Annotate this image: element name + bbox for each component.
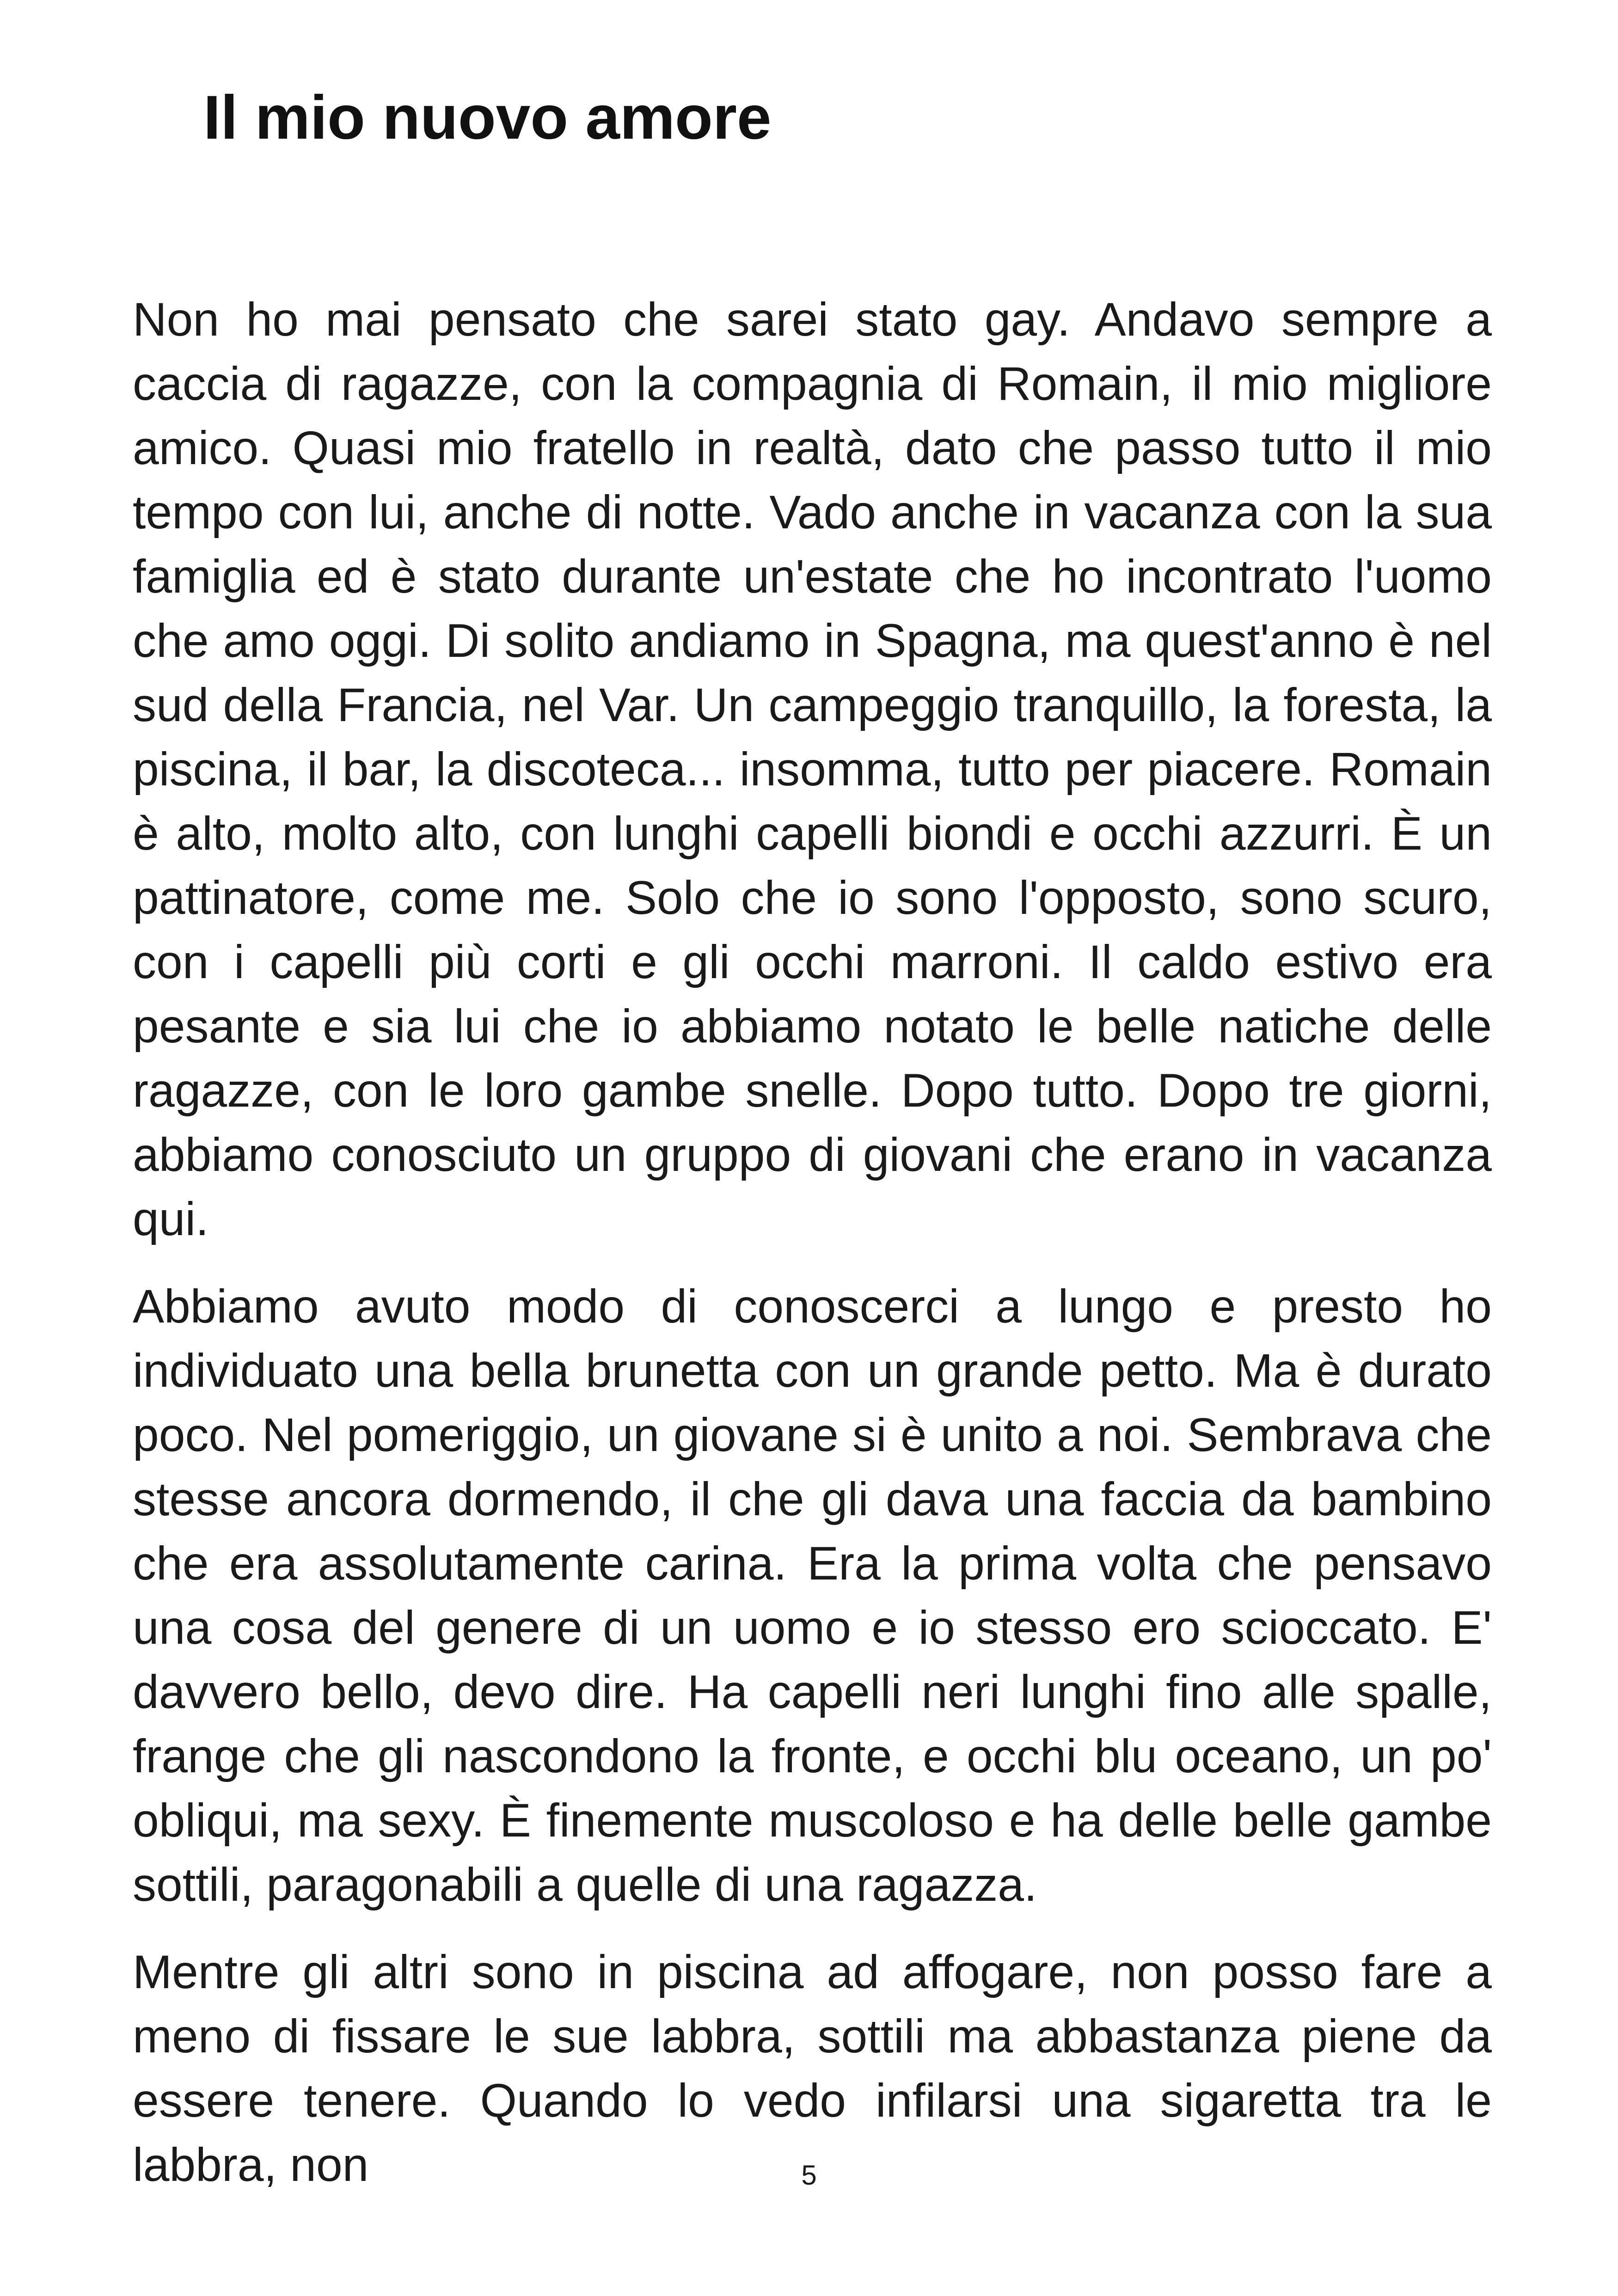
- page-number: 5: [801, 2160, 817, 2191]
- paragraph: Abbiamo avuto modo di conoscerci a lungo e presto ho individuato una bella brunetta con un grande petto. Ma è durato poco. Nel pomeriggio, un giovane si è unito a noi. Sembrava che stesse ancora dormendo, il che gli dava una faccia da bambino che era assolutamente carina. Era la prima volta che pensavo una cosa del genere di un uomo e io stesso ero scioccato. E' davvero bello, devo dire. Ha capelli neri lunghi fino alle spalle, frange che gli nascondono la fronte, e occhi blu oceano, un po' obliqui, ma sexy. È finemente muscoloso e ha delle belle gambe sottili, paragonabili a quelle di una ragazza.: [133, 1280, 1492, 1911]
- body-text: [133, 288, 1492, 2197]
- paragraph: Non ho mai pensato che sarei stato gay. Andavo sempre a caccia di ragazze, con la compagnia di Romain, il mio migliore amico. Quasi mio fratello in realtà, dato che passo tutto il mio tempo con lui, anche di notte. Vado anche in vacanza con la sua famiglia ed è stato durante un'estate che ho incontrato l'uomo che amo oggi. Di solito andiamo in Spagna, ma quest'anno è nel sud della Francia, nel Var. Un campeggio tranquillo, la foresta, la piscina, il bar, la discoteca... insomma, tutto per piacere. Romain è alto, molto alto, con lunghi capelli biondi e occhi azzurri. È un pattinatore, come me. Solo che io sono l'opposto, sono scuro, con i capelli più corti e gli occhi marroni. Il caldo estivo era pesante e sia lui che io abbiamo notato le belle natiche delle ragazze, con le loro gambe snelle. Dopo tutto. Dopo tre giorni, abbiamo conosciuto un gruppo di giovani che erano in vacanza qui.: [133, 293, 1492, 1245]
- chapter-title: Il mio nuovo amore: [203, 83, 772, 152]
- paragraph: Mentre gli altri sono in piscina ad affogare, non posso fare a meno di fissare le sue labbra, sottili ma abbastanza piene da essere tenere. Quando lo vedo infilarsi una sigaretta tra le labbra, non: [133, 1946, 1492, 2191]
